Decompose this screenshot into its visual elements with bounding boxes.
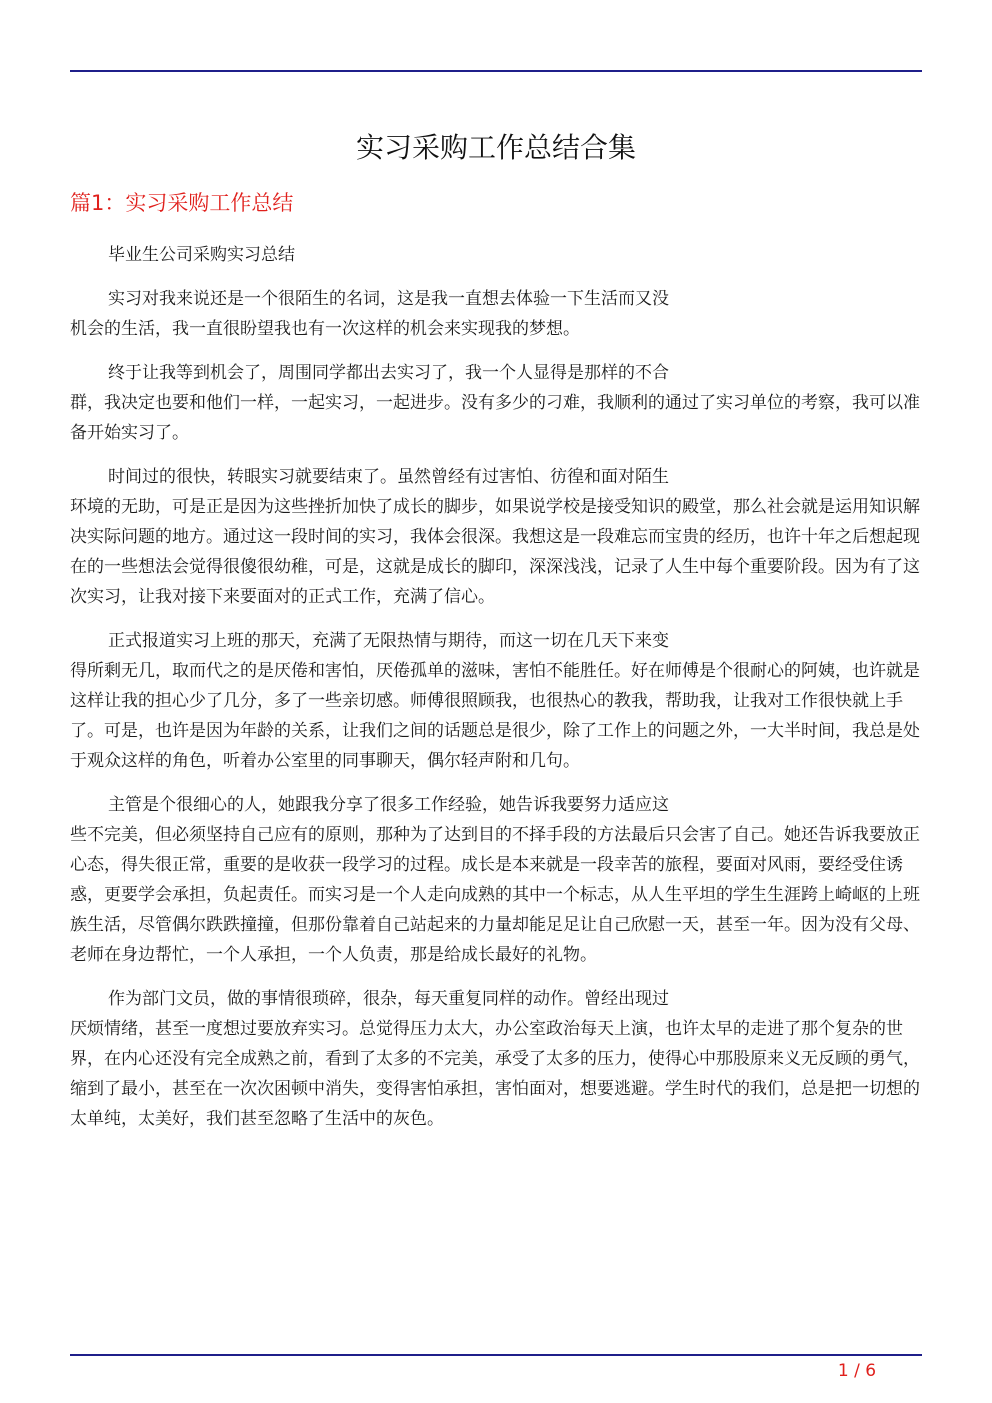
footer-rule	[70, 1354, 922, 1356]
paragraph-first-line: 时间过的很快，转眼实习就要结束了。虽然曾经有过害怕、彷徨和面对陌生	[108, 467, 669, 487]
paragraph-continuation: 群，我决定也要和他们一样，一起实习，一起进步。没有多少的刁难，我顺利的通过了实习单位的考察，我可以准备开始实习了。	[70, 393, 920, 443]
paragraph	[70, 284, 922, 344]
paragraph-continuation: 厌烦情绪，甚至一度想过要放弃实习。总觉得压力太大，办公室政治每天上演，也许太早的走进了那个复杂的世界，在内心还没有完全成熟之前，看到了太多的不完美，承受了太多的压力，使得心中那股原来义无反顾的勇气，缩到了最小，甚至在一次次困顿中消失，变得害怕承担，害怕面对，想要逃避。学生时代的我们，总是把一切想的太单纯，太美好，我们甚至忽略了生活中的灰色。	[70, 1019, 920, 1129]
paragraph-first-line: 作为部门文员，做的事情很琐碎，很杂，每天重复同样的动作。曾经出现过	[108, 989, 669, 1009]
paragraph-continuation: 环境的无助，可是正是因为这些挫折加快了成长的脚步，如果说学校是接受知识的殿堂，那么社会就是运用知识解决实际问题的地方。通过这一段时间的实习，我体会很深。我想这是一段难忘而宝贵的经历，也许十年之后想起现在的一些想法会觉得很傻很幼稚，可是，这就是成长的脚印，深深浅浅，记录了人生中每个重要阶段。因为有了这次实习，让我对接下来要面对的正式工作，充满了信心。	[70, 497, 920, 607]
paragraph-first-line: 正式报道实习上班的那天，充满了无限热情与期待，而这一切在几天下来变	[108, 631, 669, 651]
paragraph	[70, 626, 922, 776]
paragraph-first-line: 实习对我来说还是一个很陌生的名词，这是我一直想去体验一下生活而又没	[108, 289, 669, 309]
page-number: 1 / 6	[837, 1361, 877, 1381]
paragraph	[70, 358, 922, 448]
document-title: 实习采购工作总结合集	[355, 131, 636, 164]
paragraph-continuation: 些不完美，但必须坚持自己应有的原则，那种为了达到目的不择手段的方法最后只会害了自己。她还告诉我要放正心态，得失很正常，重要的是收获一段学习的过程。成长是本来就是一段幸苦的旅程，要面对风雨，要经受住诱惑，更要学会承担，负起责任。而实习是一个人走向成熟的其中一个标志，从人生平坦的学生生涯跨上崎岖的上班族生活，尽管偶尔跌跌撞撞，但那份靠着自己站起来的力量却能足足让自己欣慰一天，甚至一年。因为没有父母、老师在身边帮忙，一个人承担，一个人负责，那是给成长最好的礼物。	[70, 825, 920, 965]
paragraph-continuation: 得所剩无几，取而代之的是厌倦和害怕，厌倦孤单的滋味，害怕不能胜任。好在师傅是个很耐心的阿姨，也许就是这样让我的担心少了几分，多了一些亲切感。师傅很照顾我，也很热心的教我，帮助我，让我对工作很快就上手了。可是，也许是因为年龄的关系，让我们之间的话题总是很少，除了工作上的问题之外，一大半时间，我总是处于观众这样的角色，听着办公室里的同事聊天，偶尔轻声附和几句。	[70, 661, 920, 771]
paragraph	[70, 790, 922, 970]
paragraph	[70, 240, 922, 270]
paragraph-first-line: 毕业生公司采购实习总结	[108, 245, 295, 265]
paragraph	[70, 462, 922, 612]
paragraph-first-line: 主管是个很细心的人，她跟我分享了很多工作经验，她告诉我要努力适应这	[108, 795, 669, 815]
paragraph	[70, 984, 922, 1134]
paragraph-first-line: 终于让我等到机会了，周围同学都出去实习了，我一个人显得是那样的不合	[108, 363, 669, 383]
section-heading: 篇1：实习采购工作总结	[70, 191, 294, 215]
header-rule	[70, 70, 922, 72]
paragraph-continuation: 机会的生活，我一直很盼望我也有一次这样的机会来实现我的梦想。	[70, 319, 580, 339]
document-body	[70, 240, 922, 1148]
